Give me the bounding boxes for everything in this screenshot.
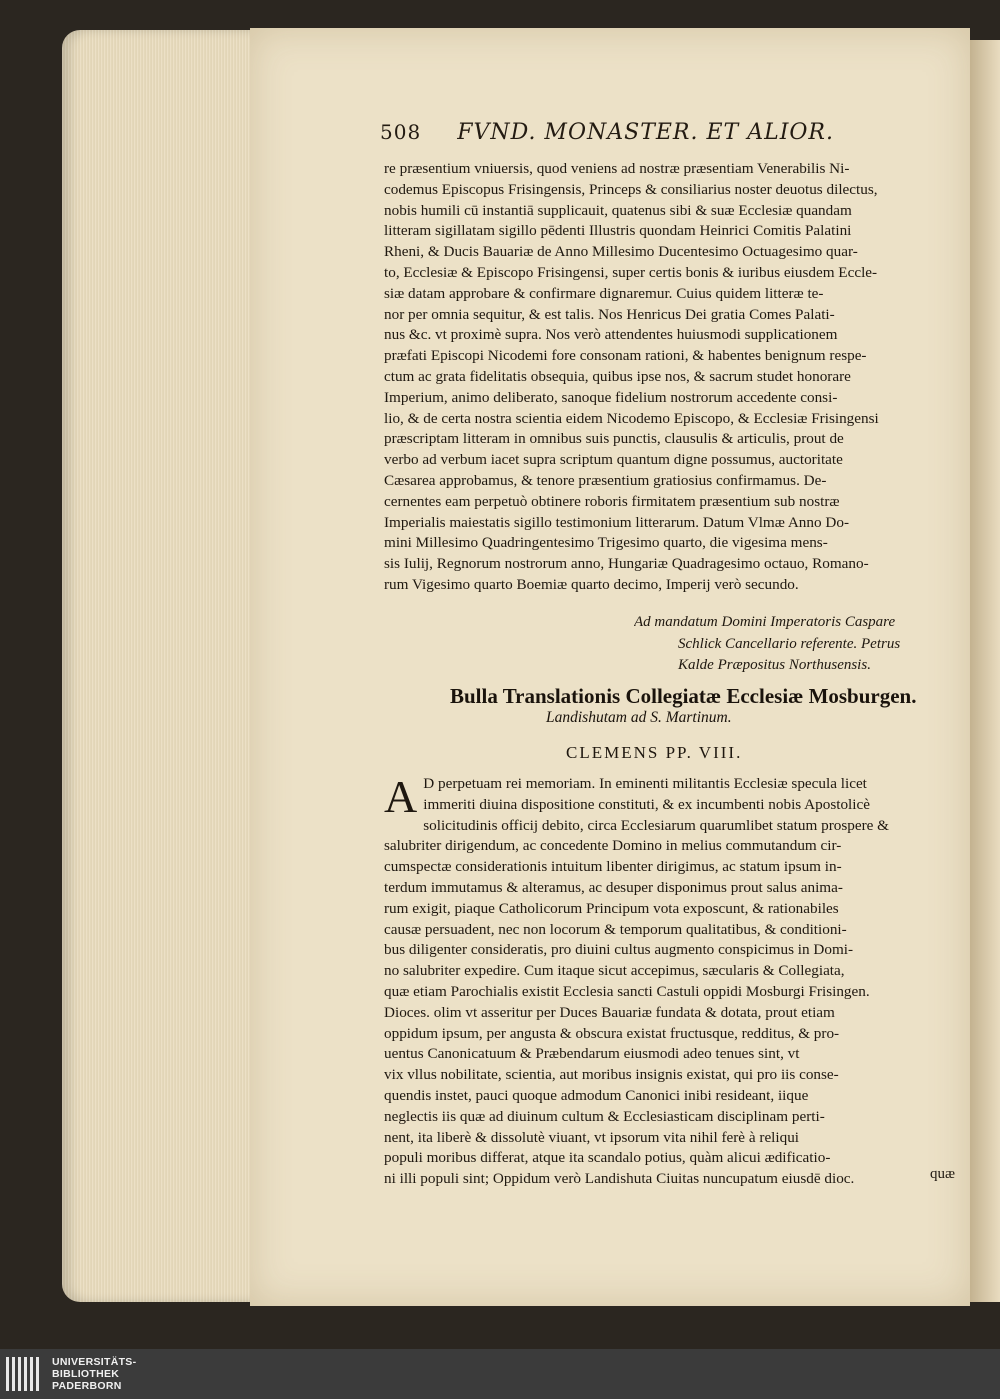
text-line: rum exigit, piaque Catholicorum Principum vota exposcunt, & rationabiles bbox=[384, 899, 839, 917]
library-footer bbox=[0, 1349, 1000, 1399]
text-line: rum Vigesimo quarto Boemiæ quarto decimo, Imperij verò secundo. bbox=[384, 575, 799, 593]
text-line: salubriter dirigendum, ac concedente Domino in melius commutandum cir- bbox=[384, 837, 842, 855]
pope-name: CLEMENS PP. VIII. bbox=[566, 743, 743, 762]
text-line: nobis humili cū instantiā supplicauit, quatenus sibi & suæ Ecclesiæ quandam bbox=[384, 201, 852, 219]
text-block-bull bbox=[384, 771, 960, 1190]
bull-subtitle: Landishutam ad S. Martinum. bbox=[546, 709, 732, 726]
text-line: quæ etiam Parochialis existit Ecclesia sancti Castuli oppidi Mosburgi Frisingen. bbox=[384, 982, 870, 1000]
text-line: Cæsarea approbamus, & tenore præsentium gratiosius confirmamus. De- bbox=[384, 471, 827, 489]
bull-heading bbox=[450, 684, 940, 727]
text-line: to, Ecclesiæ & Episcopo Frisingensi, super certis bonis & iuribus eiusdem Eccle- bbox=[384, 263, 878, 281]
text-line: no salubriter expedire. Cum itaque sicut accepimus, sæcularis & Collegiata, bbox=[384, 962, 845, 980]
text-line: verbo ad verbum iacet supra scriptum quantum digne possumus, auctoritate bbox=[384, 451, 843, 469]
catchword: quæ bbox=[930, 1166, 956, 1182]
library-logo-icon bbox=[6, 1357, 42, 1391]
text-line: nent, ita liberè & dissolutè viuant, vt ipsorum vita nihil ferè à reliqui bbox=[384, 1128, 800, 1146]
text-line: quendis instet, pauci quoque admodum Canonici inibi resideant, iique bbox=[384, 1086, 809, 1104]
logo-line: BIBLIOTHEK bbox=[52, 1368, 120, 1380]
text-line: bus diligenter consideratis, pro diuini cultus augmento conspicimus in Domi- bbox=[384, 941, 854, 959]
text-line: neglectis iis quæ ad diuinum cultum & Ecclesiasticam disciplinam perti- bbox=[384, 1107, 825, 1125]
text-line: sis Iulij, Regnorum nostrorum anno, Hungariæ Quadragesimo octauo, Romano- bbox=[384, 555, 869, 573]
text-line: immeriti diuina dispositione constituti, & ex incumbenti nobis Apostolicè bbox=[423, 795, 870, 813]
text-line: causæ persuadent, nec non locorum & temporum qualitatibus, & conditioni- bbox=[384, 920, 847, 938]
text-line: oppidum ipsum, per angusta & obscura existat fructusque, redditus, & pro- bbox=[384, 1024, 840, 1042]
bull-title: Bulla Translationis Collegiatæ Ecclesiæ Mosburgen. bbox=[450, 684, 917, 708]
text-line: nor per omnia sequitur, & est talis. Nos Henricus Dei gratia Comes Palati- bbox=[384, 305, 835, 323]
text-line: præfati Episcopi Nicodemi fore consonam rationi, & habentes benignum respe- bbox=[384, 347, 867, 365]
text-line: nus &c. vt proximè supra. Nos verò attendentes huiusmodi supplicationem bbox=[384, 326, 838, 344]
text-line: Imperialis maiestatis sigillo testimonium litterarum. Datum Vlmæ Anno Do- bbox=[384, 513, 849, 531]
text-line: vix vllus nobilitate, scientia, aut moribus insignis existat, qui pro iis conse- bbox=[384, 1066, 839, 1084]
logo-line: UNIVERSITÄTS- bbox=[52, 1356, 137, 1368]
text-line: uentus Canonicatuum & Præbendarum eiusmodi adeo tenues sint, vt bbox=[384, 1045, 800, 1063]
text-line: cumspectæ considerationis intuitum libenter dirigimus, ac statum ipsum in- bbox=[384, 858, 842, 876]
text-line: codemus Episcopus Frisingensis, Princeps & consiliarius noster deuotus dilectus, bbox=[384, 180, 878, 198]
signature-block bbox=[634, 612, 904, 677]
book-page bbox=[250, 28, 970, 1306]
logo-line: PADERBORN bbox=[52, 1380, 122, 1392]
signature-line: Kalde Præpositus Northusensis. bbox=[678, 657, 871, 673]
text-line: ctum ac grata fidelitatis obsequia, quibus ipse nos, & sacrum studet honorare bbox=[384, 367, 851, 385]
running-title: FVND. MONASTER. ET ALIOR. bbox=[457, 120, 834, 145]
signature-line: Schlick Cancellario referente. Petrus bbox=[678, 635, 901, 652]
text-line: lio, & de certa nostra scientia eidem Nicodemo Episcopo, & Ecclesiæ Frisingensi bbox=[384, 409, 879, 427]
drop-cap: A bbox=[384, 771, 418, 822]
text-line: re præsentium vniuersis, quod veniens ad nostræ præsentiam Venerabilis Ni- bbox=[384, 160, 850, 177]
text-block-charter bbox=[384, 159, 960, 596]
text-line: populi moribus differat, atque ita scandalo potius, quàm alicui ædificatio- bbox=[384, 1149, 831, 1167]
text-line: siæ datam approbare & confirmare dignaremur. Cuius quidem litteræ te- bbox=[384, 284, 824, 302]
text-line: solicitudinis officij debito, circa Ecclesiarum quarumlibet statum prospere & bbox=[423, 816, 889, 834]
text-line: ni illi populi sint; Oppidum verò Landishuta Ciuitas nuncupatum eiusdē dioc. bbox=[384, 1170, 855, 1188]
running-head bbox=[380, 120, 850, 145]
signature-line: Ad mandatum Domini Imperatoris Caspare bbox=[634, 614, 896, 630]
text-line: mini Millesimo Quadringentesimo Trigesimo quarto, die vigesima mens- bbox=[384, 534, 828, 552]
text-line: præscriptam litteram in omnibus suis punctis, clausulis & articulis, prout de bbox=[384, 430, 844, 448]
book-fore-edge bbox=[62, 30, 262, 1302]
text-line: D perpetuam rei memoriam. In eminenti militantis Ecclesiæ specula licet bbox=[423, 775, 867, 792]
text-line: Imperium, animo deliberato, sanoque fidelium nostrorum accedente consi- bbox=[384, 388, 838, 406]
text-line: Dioces. olim vt asseritur per Duces Bauariæ fundata & dotata, prout etiam bbox=[384, 1003, 835, 1021]
text-line: terdum immutamus & alteramus, ac desuper disponimus prout salus anima- bbox=[384, 878, 843, 896]
page-number: 508 bbox=[380, 120, 422, 144]
text-line: litteram sigillatam sigillo pēdenti Illustris quondam Heinrici Comitis Palatini bbox=[384, 222, 852, 240]
text-line: Rheni, & Ducis Bauariæ de Anno Millesimo Ducentesimo Octuagesimo quar- bbox=[384, 243, 858, 261]
library-logo-text bbox=[52, 1356, 136, 1392]
text-line: cernentes eam perpetuò obtinere roboris firmitatem præsentium sub nostræ bbox=[384, 492, 840, 510]
